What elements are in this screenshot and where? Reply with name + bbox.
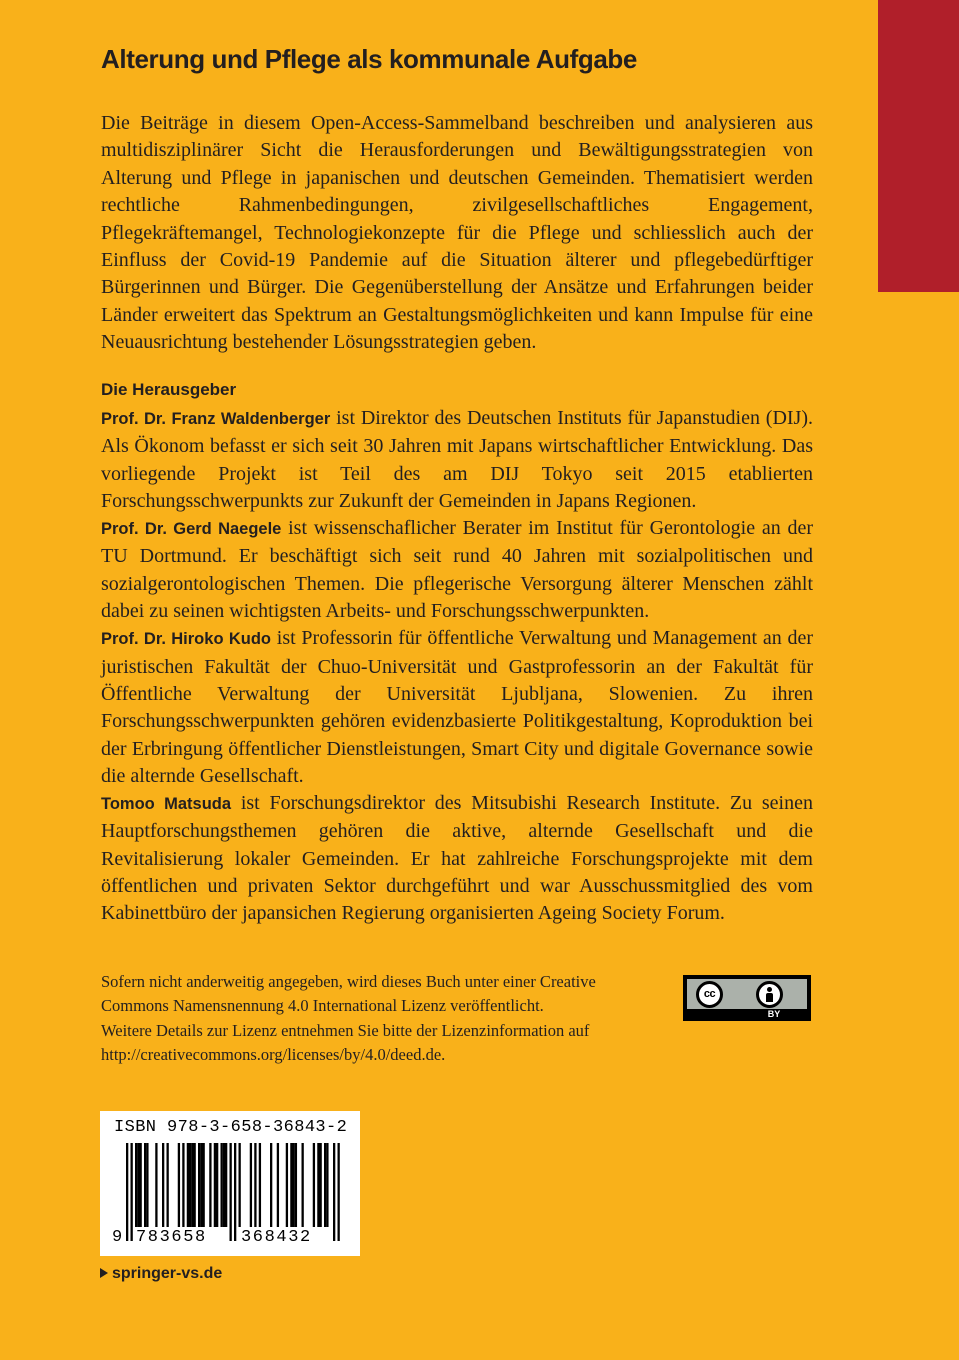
license-line: Commons Namensnennung 4.0 International Lizenz veröffentlicht.: [101, 996, 544, 1016]
barcode-bar: [187, 1143, 189, 1227]
barcode-bar: [209, 1143, 211, 1227]
barcode-bar: [137, 1143, 139, 1227]
cc-glyph: cc: [703, 988, 716, 1000]
editor-name: Prof. Dr. Gerd Naegele: [101, 520, 282, 539]
publisher-link[interactable]: [100, 1262, 222, 1286]
barcode-bar: [313, 1143, 315, 1227]
editor-name: Prof. Dr. Franz Waldenberger: [101, 410, 331, 428]
barcode-bar: [221, 1143, 223, 1227]
barcode-bar: [189, 1143, 191, 1227]
editor-bio-text: ist wissenschaflicher Berater im Institut für Gerontologie an der TU Dortmund. Er beschäftigt sich seit rund 40 Jahren mit sozialpolitischen und sozialgerontologischen Themen. Die pflegerische Versorgung älterer Menschen zählt dabei zu seinen wichtigsten Arbeits- und Forschungsschwerpunkten.: [101, 517, 813, 623]
barcode-bar: [223, 1143, 225, 1227]
barcode-bar: [239, 1143, 241, 1227]
barcode-guard-bar: [230, 1143, 232, 1241]
license-url: http://creativecommons.org/licenses/by/4.0/deed.de.: [101, 1045, 446, 1065]
creative-commons-icon: [696, 981, 723, 1008]
editor-bio: [101, 790, 813, 927]
book-description: Die Beiträge in diesem Open-Access-Sammelband beschreiben und analysieren aus multidisziplinärer Sicht die Herausforderungen und Bewältigungsstrategien von Alterung und Pflege in japanischen und deutschen Gemeinden. Thematisiert werden rechtliche Rahmenbedingungen, zivilgesellschaftliches Engagement, Pflegekräftemangel, Technologiekonzepte für die Pflege und schliesslich auch der Einfluss der Covid-19 Pandemie auf die Situation älterer und pflegebedürftiger Bürgerinnen und Bürger. Die Gegenüberstellung der Ansätze und Erfahrungen beider Länder erweitert das Spektrum an Gestaltungsmöglichkeiten und kann Impulse für eine Neuausrichtung bestehender Lösungsstrategien geben.: [101, 112, 813, 354]
isbn-barcode: [100, 1111, 360, 1256]
barcode-bar: [254, 1143, 256, 1227]
book-title: Alterung und Pflege als kommunale Aufgabe: [101, 44, 637, 74]
editor-bio-text: ist Forschungsdirektor des Mitsubishi Research Institute. Zu seinen Hauptforschungsthemen gehören die aktive, alternde Gesellschaft und die Revitalisierung lokaler Gemeinden. Er hat zahlreiche Forschungsprojekte mit dem öffentlichen und privaten Sektor durchgeführt und war Ausschussmitglied des vom Kabinettbüro der japansichen Regierung organisierten Ageing Society Forum.: [101, 792, 813, 925]
barcode-bar: [326, 1143, 328, 1227]
cc-by-label: BY: [767, 1009, 781, 1019]
barcode-bar: [270, 1143, 272, 1227]
ean-left-digits: 783658: [136, 1228, 207, 1247]
person-body: [766, 993, 773, 1002]
barcode-bar: [277, 1143, 279, 1227]
editor-name: Prof. Dr. Hiroko Kudo: [101, 630, 272, 649]
barcode-bar: [144, 1143, 146, 1227]
license-line: Sofern nicht anderweitig angegeben, wird dieses Buch unter einer Creative: [101, 972, 596, 991]
editor-name: Tomoo Matsuda: [101, 795, 232, 814]
barcode-bar: [146, 1143, 148, 1227]
barcode-guard-bar: [126, 1143, 128, 1241]
barcode-bar: [225, 1143, 227, 1227]
barcode-bar: [317, 1143, 319, 1227]
editor-bio: [101, 625, 813, 790]
barcode-bar: [290, 1143, 292, 1227]
triangle-arrow-icon: [100, 1268, 108, 1278]
barcode-guard-bar: [131, 1143, 133, 1241]
editor-bio: [101, 405, 813, 515]
barcode-guard-bar: [234, 1143, 236, 1241]
barcode-bar: [259, 1143, 261, 1227]
ean-first-digit: 9: [112, 1228, 123, 1247]
barcode-bar: [178, 1143, 180, 1227]
editors-heading: Die Herausgeber: [101, 380, 237, 399]
editor-bio: [101, 515, 813, 625]
barcode-bar: [216, 1143, 218, 1227]
barcode-bar: [293, 1143, 295, 1227]
license-notice: [101, 970, 661, 1068]
attribution-person-icon: [756, 981, 783, 1008]
barcode-bar: [198, 1143, 200, 1227]
accent-band: [878, 0, 959, 292]
barcode-bar: [295, 1143, 297, 1227]
ean-right-digits: 368432: [241, 1228, 312, 1247]
publisher-url: springer-vs.de: [112, 1265, 223, 1282]
barcode-bar: [140, 1143, 142, 1227]
barcode-guard-bar: [333, 1143, 335, 1241]
editor-bios: [101, 405, 813, 928]
barcode-bar: [320, 1143, 322, 1227]
barcode-bar: [191, 1143, 193, 1227]
barcode-bar: [182, 1143, 184, 1227]
barcode-bar: [194, 1143, 196, 1227]
barcode-bar: [250, 1143, 252, 1227]
barcode-bar: [167, 1143, 169, 1227]
barcode-bar: [203, 1143, 205, 1227]
person-head: [767, 987, 772, 992]
barcode-guard-bar: [338, 1143, 340, 1241]
barcode-bar: [302, 1143, 304, 1227]
barcode-bar: [214, 1143, 216, 1227]
barcode-bar: [286, 1143, 288, 1227]
barcode-bar: [324, 1143, 326, 1227]
editor-bio-text: ist Direktor des Deutschen Instituts für Japanstudien (DIJ). Als Ökonom befasst er sich seit 30 Jahren mit Japans wirtschaftlicher Entwicklung. Das vorliegende Projekt ist Teil des am DIJ Tokyo seit 2015 etablierten Forschungsschwerpunkts zur Zukunft der Gemeinden in Japans Regionen.: [101, 407, 814, 512]
barcode-bar: [200, 1143, 202, 1227]
barcode-bar: [162, 1143, 164, 1227]
barcode-bar: [155, 1143, 157, 1227]
cc-by-license-badge: [683, 975, 811, 1021]
isbn-label: ISBN 978-3-658-36843-2: [114, 1118, 348, 1137]
cc-badge-top: [687, 979, 807, 1009]
editor-bio-text: ist Professorin für öffentliche Verwaltung und Management an der juristischen Fakultät der Chuo-Universität und Gastprofessorin an der Fakultät für Öffentliche Verwaltung der Universität Ljubljana, Slowenien. Zu ihren Forschungsschwerpunkten gehören evidenzbasierte Politikgestaltung, Koproduktion bei der Erbringung öffentlicher Dienstleistungen, Smart City und digitale Governance sowie die alternde Gesellschaft.: [101, 627, 813, 787]
barcode-bar: [135, 1143, 137, 1227]
license-line: Weitere Details zur Lizenz entnehmen Sie bitte der Lizenzinformation auf: [101, 1020, 590, 1040]
